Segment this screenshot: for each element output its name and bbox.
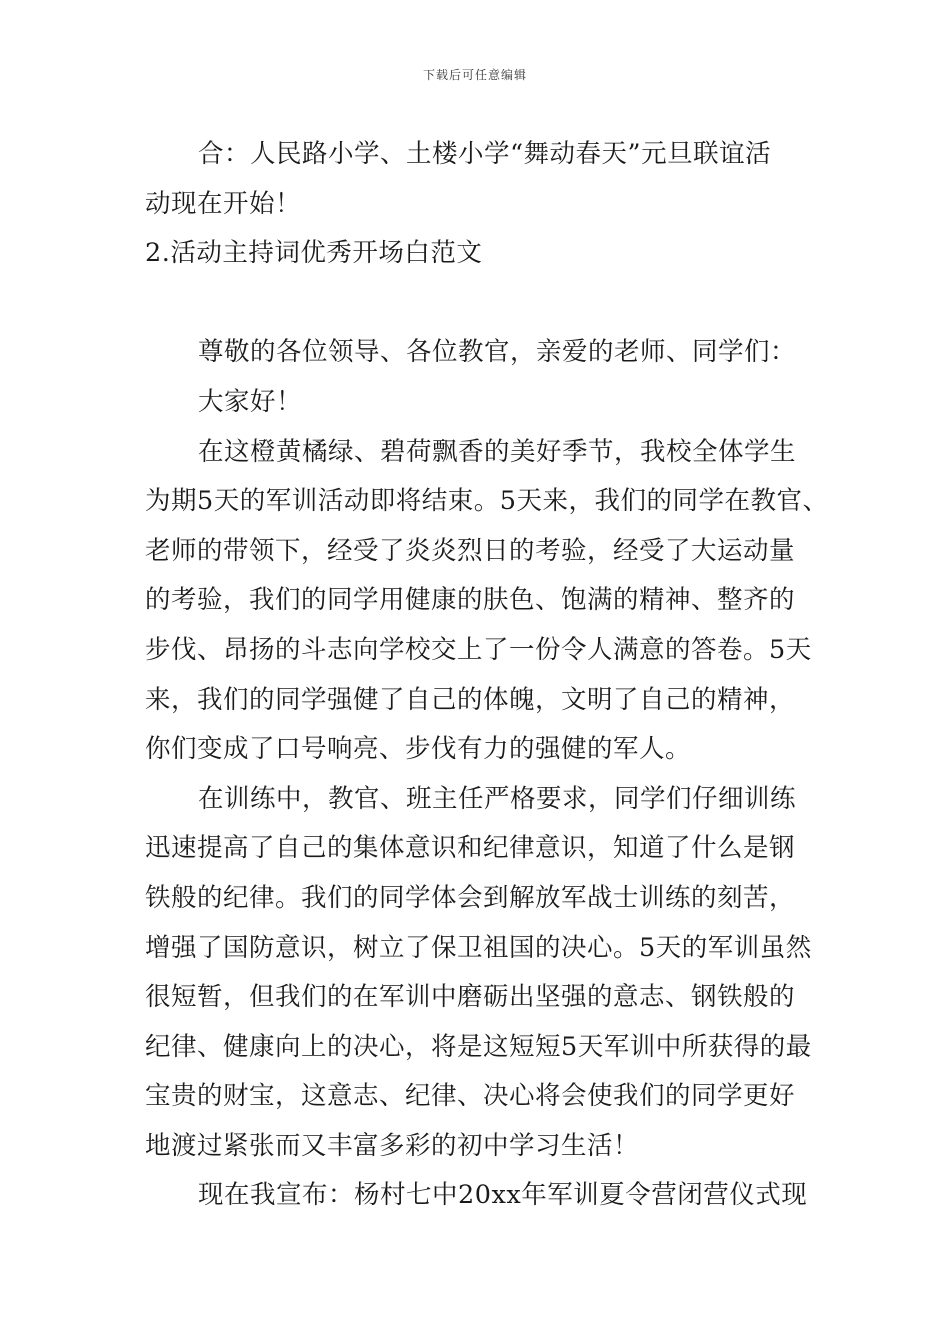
- paragraph-line: 铁般的纪律。我们的同学体会到解放军战士训练的刻苦，: [145, 882, 796, 913]
- paragraph-line: 在训练中，教官、班主任严格要求，同学们仔细训练: [198, 783, 797, 814]
- paragraph-line: 迅速提高了自己的集体意识和纪律意识，知道了什么是钢: [145, 833, 796, 864]
- closing-line: 合：人民路小学、土楼小学“舞动春天”元旦联谊活: [198, 139, 772, 169]
- paragraph-line: 来，我们的同学强健了自己的体魄，文明了自己的精神，: [145, 684, 796, 715]
- paragraph-line: 为期5天的军训活动即将结束。5天来，我们的同学在教官、: [145, 486, 829, 517]
- page-header-note: 下载后可任意编辑: [422, 68, 527, 82]
- paragraph-line: 纪律、健康向上的决心，将是这短短5天军训中所获得的最: [145, 1031, 812, 1062]
- paragraph-line: 很短暂，但我们的在军训中磨砺出坚强的意志、钢铁般的: [145, 982, 796, 1013]
- paragraph-line: 宝贵的财宝，这意志、纪律、决心将会使我们的同学更好: [145, 1081, 796, 1112]
- section-heading: 2.活动主持词优秀开场白范文: [145, 238, 483, 269]
- document-body: [145, 130, 835, 1221]
- blank-line: [145, 279, 835, 329]
- hello-line: 大家好！: [198, 386, 303, 417]
- paragraph-line: 在这橙黄橘绿、碧荷飘香的美好季节，我校全体学生: [198, 436, 797, 467]
- paragraph-line: 地渡过紧张而又丰富多彩的初中学习生活！: [145, 1130, 640, 1161]
- paragraph-line: 步伐、昂扬的斗志向学校交上了一份令人满意的答卷。5天: [145, 634, 812, 665]
- closing-line: 动现在开始！: [145, 188, 302, 219]
- paragraph-line: 现在我宣布：杨村七中20xx年军训夏令营闭营仪式现: [198, 1180, 808, 1211]
- paragraph-line: 的考验，我们的同学用健康的肤色、饱满的精神、整齐的: [145, 585, 796, 616]
- paragraph-line: 增强了国防意识，树立了保卫祖国的决心。5天的军训虽然: [145, 932, 812, 963]
- paragraph-line: 你们变成了口号响亮、步伐有力的强健的军人。: [145, 734, 692, 765]
- paragraph-line: 老师的带领下，经受了炎炎烈日的考验，经受了大运动量: [145, 535, 796, 566]
- greeting-line: 尊敬的各位领导、各位教官，亲爱的老师、同学们：: [198, 337, 797, 368]
